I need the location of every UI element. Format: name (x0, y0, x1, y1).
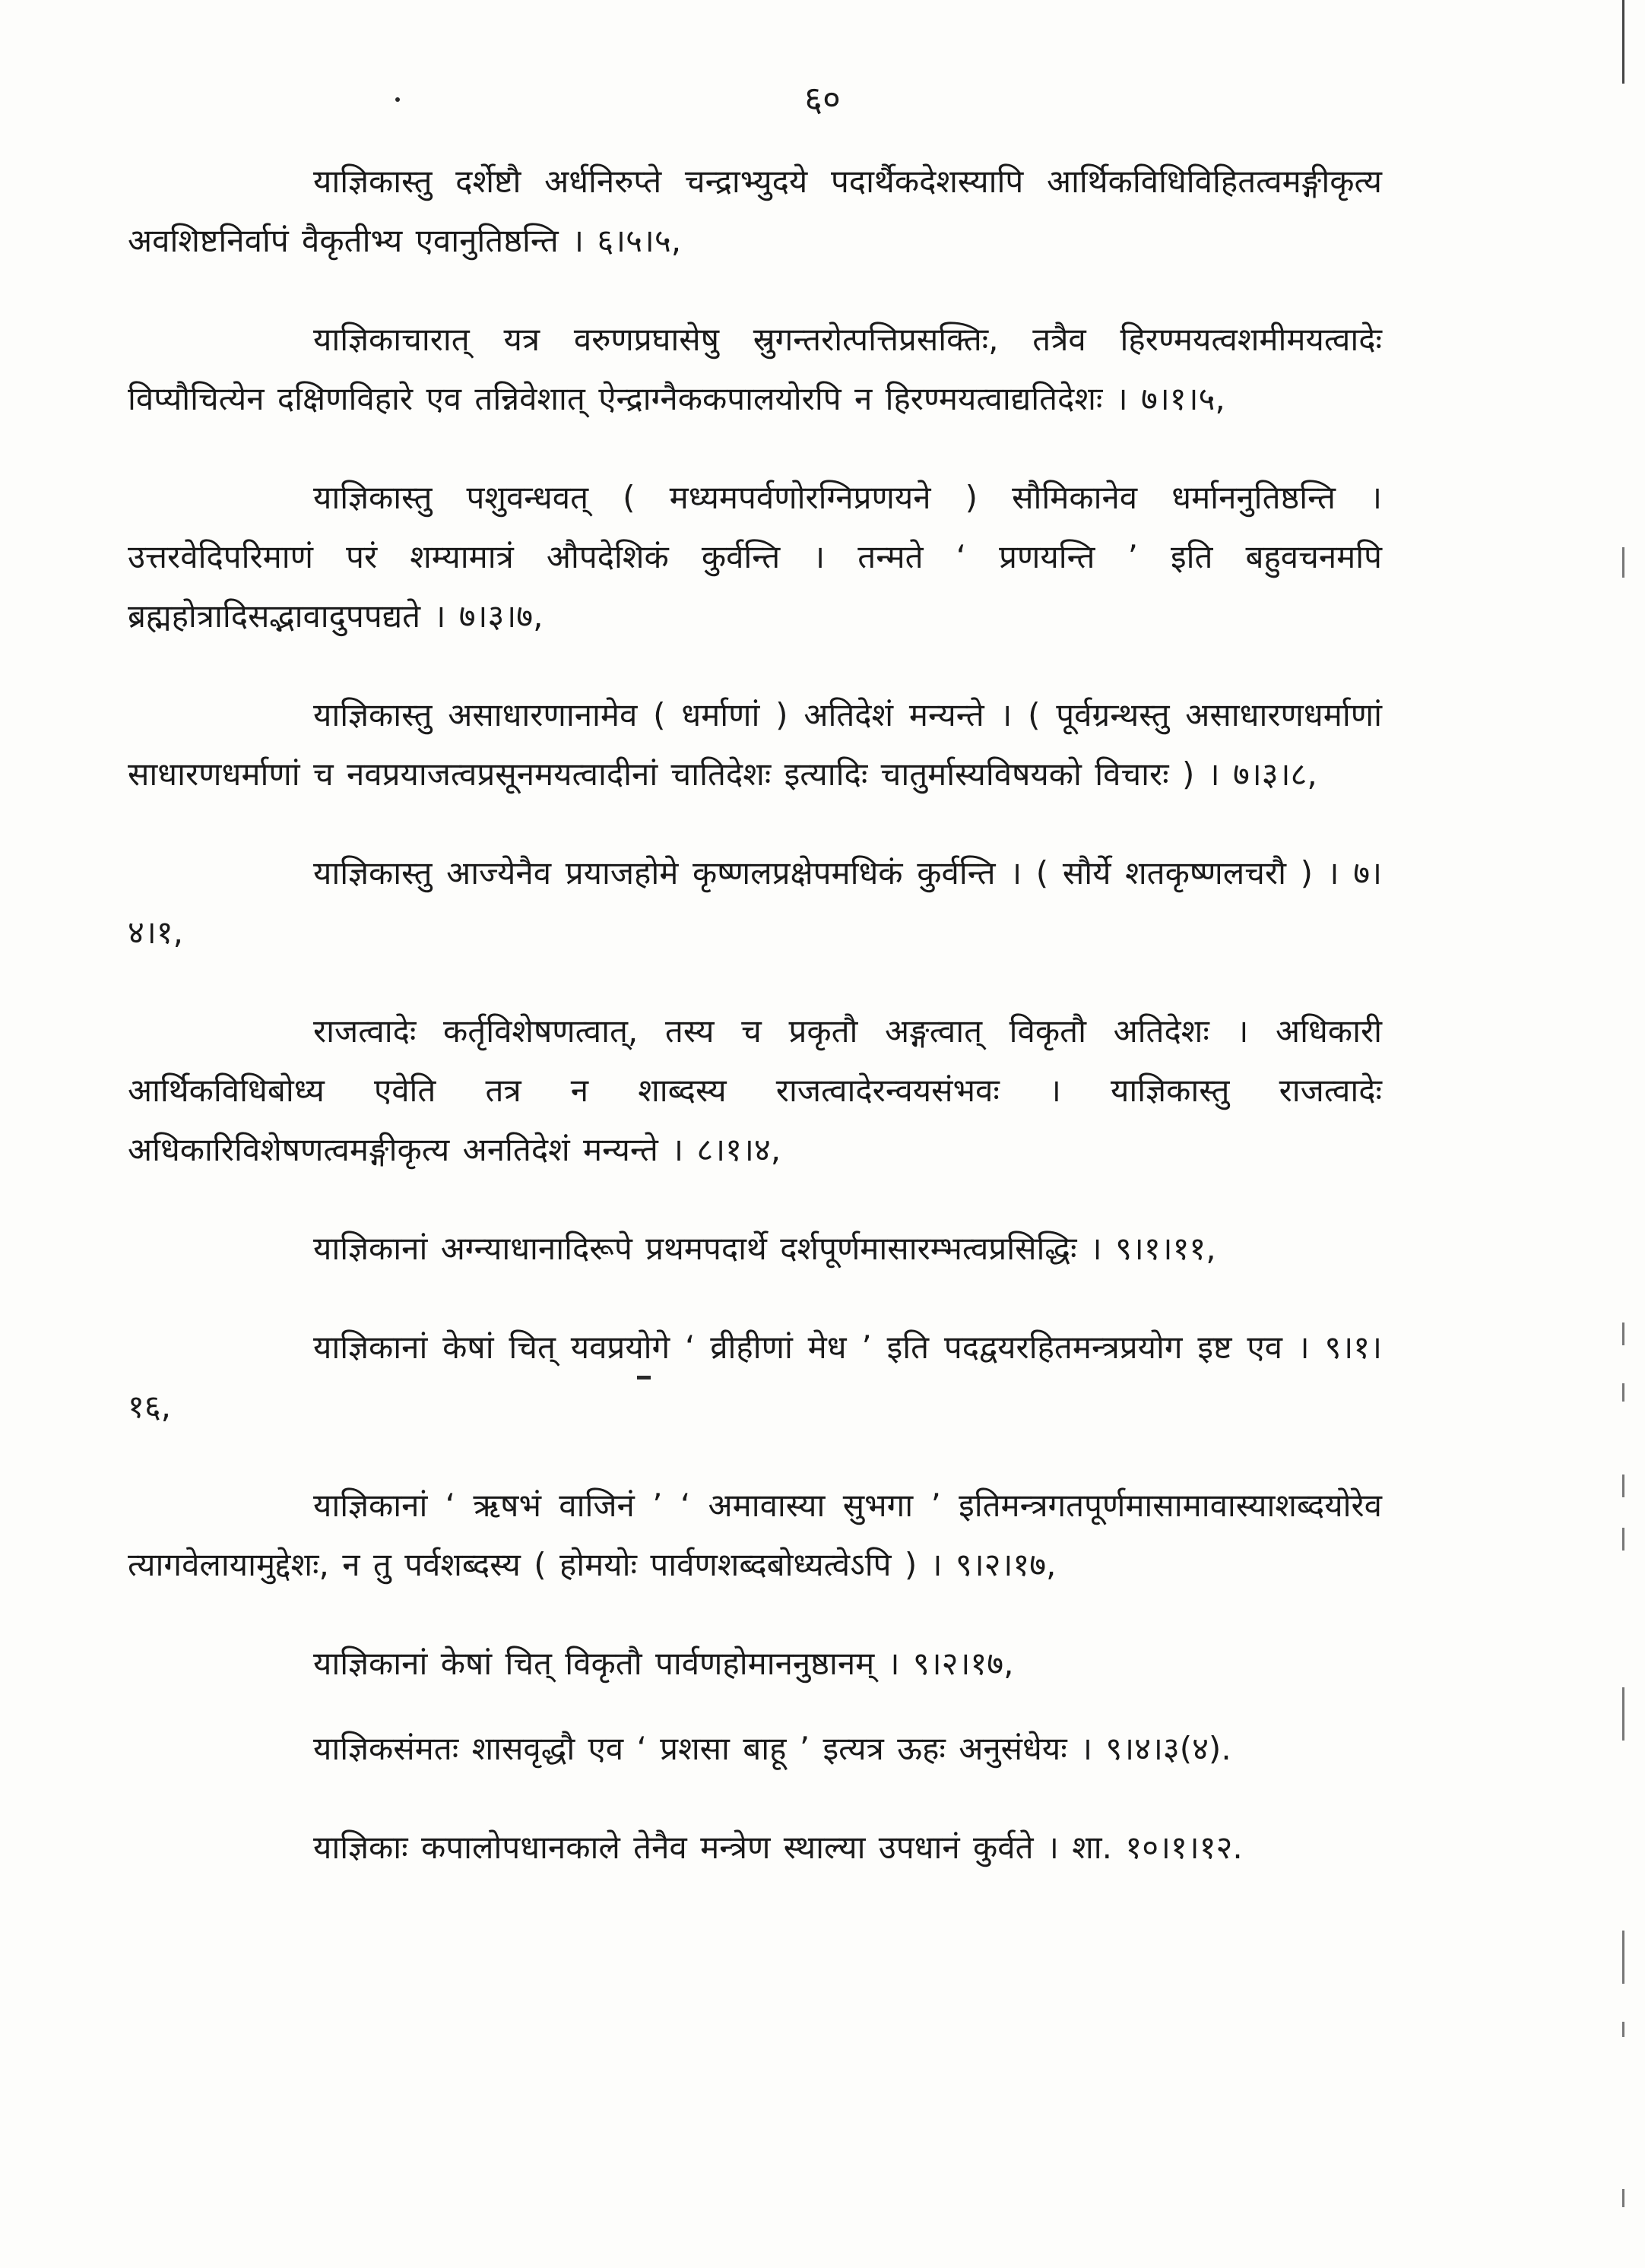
paragraph-4: याज्ञिकास्तु असाधारणानामेव ( धर्माणां ) अतिदेशं मन्यन्ते । ( पूर्वग्रन्थस्तु असाधारणधर्माणां साधारणधर्माणां च नवप्रयाजत्वप्रसूनमयत्वादीनां चातिदेशः इत्यादिः चातुर्मास्यविषयको विचारः ) । ७।३।८, (128, 696, 1382, 793)
paragraph-5: याज्ञिकास्तु आज्येनैव प्रयाजहोमे कृष्णलप्रक्षेपमधिकं कुर्वन्ति । ( सौर्ये शतकृष्णलचरौ ) । ७।४।१, (128, 854, 1382, 951)
scan-edge-mark (1622, 1475, 1624, 1497)
scan-edge-line (1622, 0, 1624, 84)
paragraph-7: याज्ञिकानां अग्न्याधानादिरूपे प्रथमपदार्थे दर्शपूर्णमासारम्भत्वप्रसिद्धिः । ९।१।११, (313, 1230, 1216, 1267)
paragraph-11: याज्ञिकसंमतः शासवृद्धौ एव ‘ प्रशसा बाहू ’ इत्यत्र ऊहः अनुसंधेयः । ९।४।३(४). (313, 1730, 1231, 1767)
paragraph-3: याज्ञिकास्तु पशुवन्धवत् ( मध्यमपर्वणोरग्निप्रणयने ) सौमिकानेव धर्माननुतिष्ठन्ति । उत्तरवेदिपरिमाणं परं शम्यामात्रं औपदेशिकं कुर्वन्ति । तन्मते ‘ प्रणयन्ति ’ इति बहुवचनमपि ब्रह्महोत्रादिसद्भावादुपपद्यते । ७।३।७, (128, 479, 1382, 635)
paragraph-8: याज्ञिकानां केषां चित् यवप्रयोगे ‘ व्रीहीणां मेध ’ इति पदद्वयरहितमन्त्रप्रयोग इष्ट एव । ९।१।१६, (128, 1329, 1382, 1425)
scan-edge-mark (1622, 1931, 1624, 1984)
stray-dash-mark (637, 1376, 651, 1379)
main-text (128, 152, 1382, 1917)
scan-edge-mark (1622, 2189, 1624, 2207)
paragraph-1: याज्ञिकास्तु दर्शेष्टौ अर्धनिरुप्ते चन्द्राभ्युदये पदार्थैकदेशस्यापि आर्थिकविधिविहितत्वमङ्गीकृत्य अवशिष्टनिर्वापं वैकृतीभ्य एवानुतिष्ठन्ति । ६।५।५, (128, 163, 1382, 259)
scan-edge-mark (1622, 547, 1624, 578)
scan-edge-mark (1622, 1383, 1624, 1402)
paragraph-2: याज्ञिकाचारात् यत्र वरुणप्रघासेषु स्रुगन्तरोत्पत्तिप्रसक्तिः, तत्रैव हिरण्मयत्वशमीमयत्वादेः विप्यौचित्येन दक्षिणविहारे एव तन्निवेशात् ऐन्द्राग्नैककपालयोरपि न हिरण्मयत्वाद्यतिदेशः । ७।१।५, (128, 321, 1382, 417)
page-number: ६० (804, 78, 841, 119)
paragraph-6: राजत्वादेः कर्तृविशेषणत्वात्, तस्य च प्रकृतौ अङ्गत्वात् विकृतौ अतिदेशः । अधिकारी आर्थिकविधिबोध्य एवेति तत्र न शाब्दस्य राजत्वादेरन्वयसंभवः । याज्ञिकास्तु राजत्वादेः अधिकारिविशेषणत्वमङ्गीकृत्य अनतिदेशं मन्यन्ते । ८।१।४, (128, 1012, 1382, 1168)
stray-dot-mark (395, 97, 400, 102)
scan-edge-mark (1622, 1322, 1624, 1345)
scan-edge-mark (1622, 2022, 1624, 2037)
paragraph-9: याज्ञिकानां ‘ ऋषभं वाजिनं ’ ‘ अमावास्या सुभगा ’ इतिमन्त्रगतपूर्णमासामावास्याशब्दयोरेव त्यागवेलायामुद्देशः, न तु पर्वशब्दस्य ( होमयोः पार्वणशब्दबोध्यत्वेऽपि ) । ९।२।१७, (128, 1487, 1382, 1583)
paragraph-10: याज्ञिकानां केषां चित् विकृतौ पार्वणहोमाननुष्ठानम् । ९।२।१७, (313, 1645, 1014, 1682)
scan-edge-mark (1622, 1528, 1624, 1551)
scan-edge-mark (1622, 1687, 1624, 1741)
paragraph-12: याज्ञिकाः कपालोपधानकाले तेनैव मन्त्रेण स्थाल्या उपधानं कुर्वते । शा. १०।१।१२. (313, 1829, 1243, 1866)
